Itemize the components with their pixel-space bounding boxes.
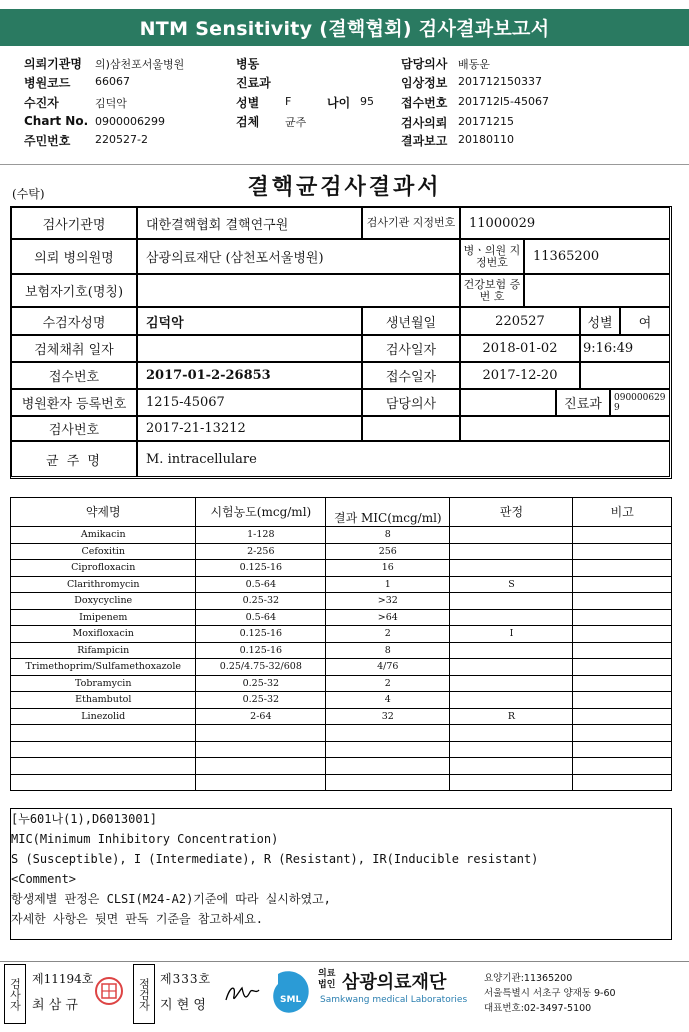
health-insurance-value [524, 274, 670, 307]
remark [573, 692, 672, 709]
hospital-code-label: 병ㆍ의원 지정번호 [460, 239, 524, 274]
org-address: 서울특별시 서초구 양재동 9-60 [484, 988, 616, 999]
col-range: 시험농도(mcg/ml) [196, 498, 326, 527]
test-time-value: 9:16:49 [580, 335, 670, 362]
mic-value: 4 [326, 692, 450, 709]
header-value: 95 [360, 95, 374, 108]
drug-name [11, 725, 196, 742]
header-label: 나이 [327, 96, 351, 110]
header-value: 0900006299 [95, 115, 165, 128]
note-line: 항생제별 판정은 CLSI(M24-A2)기준에 따라 실시하였고, [11, 892, 331, 906]
strain-label: 균 주 명 [11, 441, 137, 477]
test-no-label: 검사번호 [11, 416, 137, 441]
mic-value: 8 [326, 527, 450, 544]
test-date-label: 검사일자 [362, 335, 460, 362]
table-row [11, 576, 672, 593]
drug-name: Amikacin [11, 527, 196, 544]
receipt-no-label: 접수번호 [11, 362, 137, 389]
test-range: 0.5-64 [196, 576, 326, 593]
table-row [11, 774, 672, 791]
mic-value: >32 [326, 593, 450, 610]
remark [573, 725, 672, 742]
table-row [11, 642, 672, 659]
test-range: 0.25/4.75-32/608 [196, 659, 326, 676]
test-range: 0.25-32 [196, 675, 326, 692]
table-row [11, 725, 672, 742]
patient-name-label: 수검자성명 [11, 307, 137, 335]
table-row [11, 708, 672, 725]
org-phone: 대표번호:02-3497-5100 [484, 1003, 592, 1014]
drug-name [11, 758, 196, 775]
notes-box [10, 808, 672, 940]
judgement [450, 593, 573, 610]
remark [573, 741, 672, 758]
col-drug: 약제명 [11, 498, 196, 527]
remark [573, 642, 672, 659]
judgement [450, 642, 573, 659]
dept-label: 진료과 [556, 389, 610, 416]
header-label: 임상정보 [401, 76, 448, 90]
susceptibility-table [10, 497, 672, 791]
approver-name: 지 현 영 [160, 998, 206, 1013]
register-no-value: 1215-45067 [137, 389, 362, 416]
blank-cell [580, 362, 670, 389]
drug-name: Rifampicin [11, 642, 196, 659]
test-range: 0.125-16 [196, 626, 326, 643]
register-no-label: 병원환자 등록번호 [11, 389, 137, 416]
drug-name: Tobramycin [11, 675, 196, 692]
col-result-text: 결과 MIC(mcg/ml) [333, 511, 442, 525]
report-title: 결핵균검사결과서 [247, 174, 442, 200]
header-label: 검사의뢰 [401, 116, 448, 130]
header-value: 의)삼천포서울병원 [95, 58, 185, 71]
test-range: 0.25-32 [196, 593, 326, 610]
table-row [11, 741, 672, 758]
judgement [450, 741, 573, 758]
divider [0, 164, 689, 165]
header-label: 결과보고 [401, 134, 448, 148]
header-value: 균주 [285, 116, 307, 129]
remark [573, 774, 672, 791]
seal-icon [94, 976, 124, 1006]
judgement: S [450, 576, 573, 593]
table-row [11, 659, 672, 676]
header-value: 20180110 [458, 133, 514, 146]
mic-value [326, 725, 450, 742]
collect-date-label: 검체채취 일자 [11, 335, 137, 362]
header-value: 201712l5-45067 [458, 95, 550, 108]
mic-value: 4/76 [326, 659, 450, 676]
test-range [196, 741, 326, 758]
receipt-no-value: 2017-01-2-26853 [137, 362, 362, 389]
strain-value: M. intracellulare [137, 441, 670, 477]
signature-icon [222, 980, 262, 1008]
lab-value: 대한결핵협회 결핵연구원 [137, 207, 362, 239]
test-range: 0.25-32 [196, 692, 326, 709]
remark [573, 543, 672, 560]
header-label: 병원코드 [24, 76, 71, 90]
patient-name-value: 김덕악 [137, 307, 362, 335]
judgement: R [450, 708, 573, 725]
org-english: Samkwang medical Laboratories [320, 995, 468, 1005]
note-line: S (Susceptible), I (Intermediate), R (Resistant), IR(Inducible resistant) [11, 852, 539, 866]
judgement [450, 725, 573, 742]
banner-title: NTM Sensitivity (결핵협회) 검사결과보고서 [139, 18, 550, 40]
table-row [11, 560, 672, 577]
doctor-value [460, 389, 556, 416]
blank-cell [460, 416, 670, 441]
lab-label: 검사기관명 [11, 207, 137, 239]
test-range [196, 774, 326, 791]
header-label: 검체 [236, 115, 260, 129]
remark [573, 527, 672, 544]
test-range [196, 758, 326, 775]
header-label: 성별 [236, 96, 260, 110]
remark [573, 758, 672, 775]
remark [573, 560, 672, 577]
test-range: 0.5-64 [196, 609, 326, 626]
judgement [450, 774, 573, 791]
remark [573, 675, 672, 692]
org-code: 요양기관:11365200 [484, 973, 573, 984]
mic-value: >64 [326, 609, 450, 626]
test-no-value: 2017-21-13212 [137, 416, 362, 441]
note-line: 자세한 사항은 뒷면 판독 기준을 참고하세요. [11, 912, 264, 926]
remark [573, 659, 672, 676]
table-row [11, 626, 672, 643]
header-label: 진료과 [236, 76, 271, 90]
logo-text: SML [280, 995, 302, 1005]
header-label: Chart No. [24, 114, 89, 128]
drug-name: Imipenem [11, 609, 196, 626]
test-range: 2-64 [196, 708, 326, 725]
test-range: 1-128 [196, 527, 326, 544]
header-value: 배동운 [458, 58, 490, 71]
note-line: [누601나(1),D6013001] [11, 812, 158, 826]
header-label: 병동 [236, 57, 260, 71]
approver-number: 제333호 [160, 972, 212, 986]
insured-value [137, 274, 460, 307]
org-prefix: 의료법인 [318, 969, 336, 990]
drug-name: Trimethoprim/Sulfamethoxazole [11, 659, 196, 676]
drug-name: Doxycycline [11, 593, 196, 610]
note-line: MIC(Minimum Inhibitory Concentration) [11, 832, 279, 846]
birth-value: 220527 [460, 307, 580, 335]
drug-name: Ethambutol [11, 692, 196, 709]
birth-label: 생년월일 [362, 307, 460, 335]
drug-name: Linezolid [11, 708, 196, 725]
insured-label: 보험자기호(명칭) [11, 274, 137, 307]
header-value: 220527-2 [95, 133, 148, 146]
table-row [11, 527, 672, 544]
col-remark: 비고 [573, 498, 672, 527]
judgement [450, 659, 573, 676]
table-row [11, 543, 672, 560]
doctor-label: 담당의사 [362, 389, 460, 416]
header-value: 20171215 [458, 115, 514, 128]
remark [573, 626, 672, 643]
header-value: 66067 [95, 75, 130, 88]
tester-name: 최 삼 규 [32, 998, 78, 1013]
remark [573, 708, 672, 725]
test-range: 0.125-16 [196, 642, 326, 659]
health-insurance-label: 건강보험 증 번 호 [460, 274, 524, 307]
table-row [11, 692, 672, 709]
mic-value: 8 [326, 642, 450, 659]
header-value: F [285, 95, 292, 108]
col-result [326, 498, 450, 527]
mic-value [326, 774, 450, 791]
judgement: I [450, 626, 573, 643]
mic-value: 256 [326, 543, 450, 560]
header-label: 주민번호 [24, 134, 71, 148]
header-label: 의뢰기관명 [24, 57, 82, 71]
judgement [450, 560, 573, 577]
mic-value: 16 [326, 560, 450, 577]
judgement [450, 543, 573, 560]
test-range [196, 725, 326, 742]
remark [573, 609, 672, 626]
test-date-value: 2018-01-02 [460, 335, 580, 362]
hospital-label: 의뢰 병의원명 [11, 239, 137, 274]
test-range: 0.125-16 [196, 560, 326, 577]
org-name: 삼광의료재단 [342, 972, 447, 993]
divider [0, 961, 689, 962]
hospital-code-value: 11365200 [524, 239, 670, 274]
table-row [11, 593, 672, 610]
dept-value: 0900006299 [610, 389, 670, 416]
drug-name [11, 774, 196, 791]
mic-value: 2 [326, 626, 450, 643]
header-label: 접수번호 [401, 96, 448, 110]
judgement [450, 527, 573, 544]
judgement [450, 692, 573, 709]
sml-logo-icon [270, 966, 314, 1018]
receipt-date-value: 2017-12-20 [460, 362, 580, 389]
mic-value: 1 [326, 576, 450, 593]
drug-name [11, 741, 196, 758]
note-line: <Comment> [11, 872, 77, 886]
header-value: 김덕악 [95, 97, 127, 110]
drug-name: Moxifloxacin [11, 626, 196, 643]
drug-name: Clarithromycin [11, 576, 196, 593]
header-value: 201712150337 [458, 75, 542, 88]
mic-value: 32 [326, 708, 450, 725]
blank-cell [362, 416, 460, 441]
col-judge: 판정 [450, 498, 573, 527]
judgement [450, 675, 573, 692]
judgement [450, 758, 573, 775]
approver-label: 점검자 [133, 964, 155, 1024]
table-row [11, 609, 672, 626]
judgement [450, 609, 573, 626]
sex-label: 성별 [580, 307, 620, 335]
collect-date-value [137, 335, 362, 362]
report-banner [0, 9, 689, 46]
lab-code-value: 11000029 [460, 207, 670, 239]
mic-value [326, 741, 450, 758]
report-tag: (수탁) [12, 187, 45, 201]
drug-name: Cefoxitin [11, 543, 196, 560]
remark [573, 593, 672, 610]
tester-number: 제11194호 [32, 972, 94, 986]
mic-value [326, 758, 450, 775]
receipt-date-label: 접수일자 [362, 362, 460, 389]
table-row [11, 758, 672, 775]
drug-name: Ciprofloxacin [11, 560, 196, 577]
mic-value: 2 [326, 675, 450, 692]
remark [573, 576, 672, 593]
sex-value: 여 [620, 307, 670, 335]
lab-code-label: 검사기관 지정번호 [362, 207, 460, 239]
hospital-value: 삼광의료재단 (삼천포서울병원) [137, 239, 460, 274]
table-row [11, 675, 672, 692]
test-range: 2-256 [196, 543, 326, 560]
tester-label: 검사자 [4, 964, 26, 1024]
header-label: 담당의사 [401, 57, 448, 71]
header-label: 수진자 [24, 96, 59, 110]
